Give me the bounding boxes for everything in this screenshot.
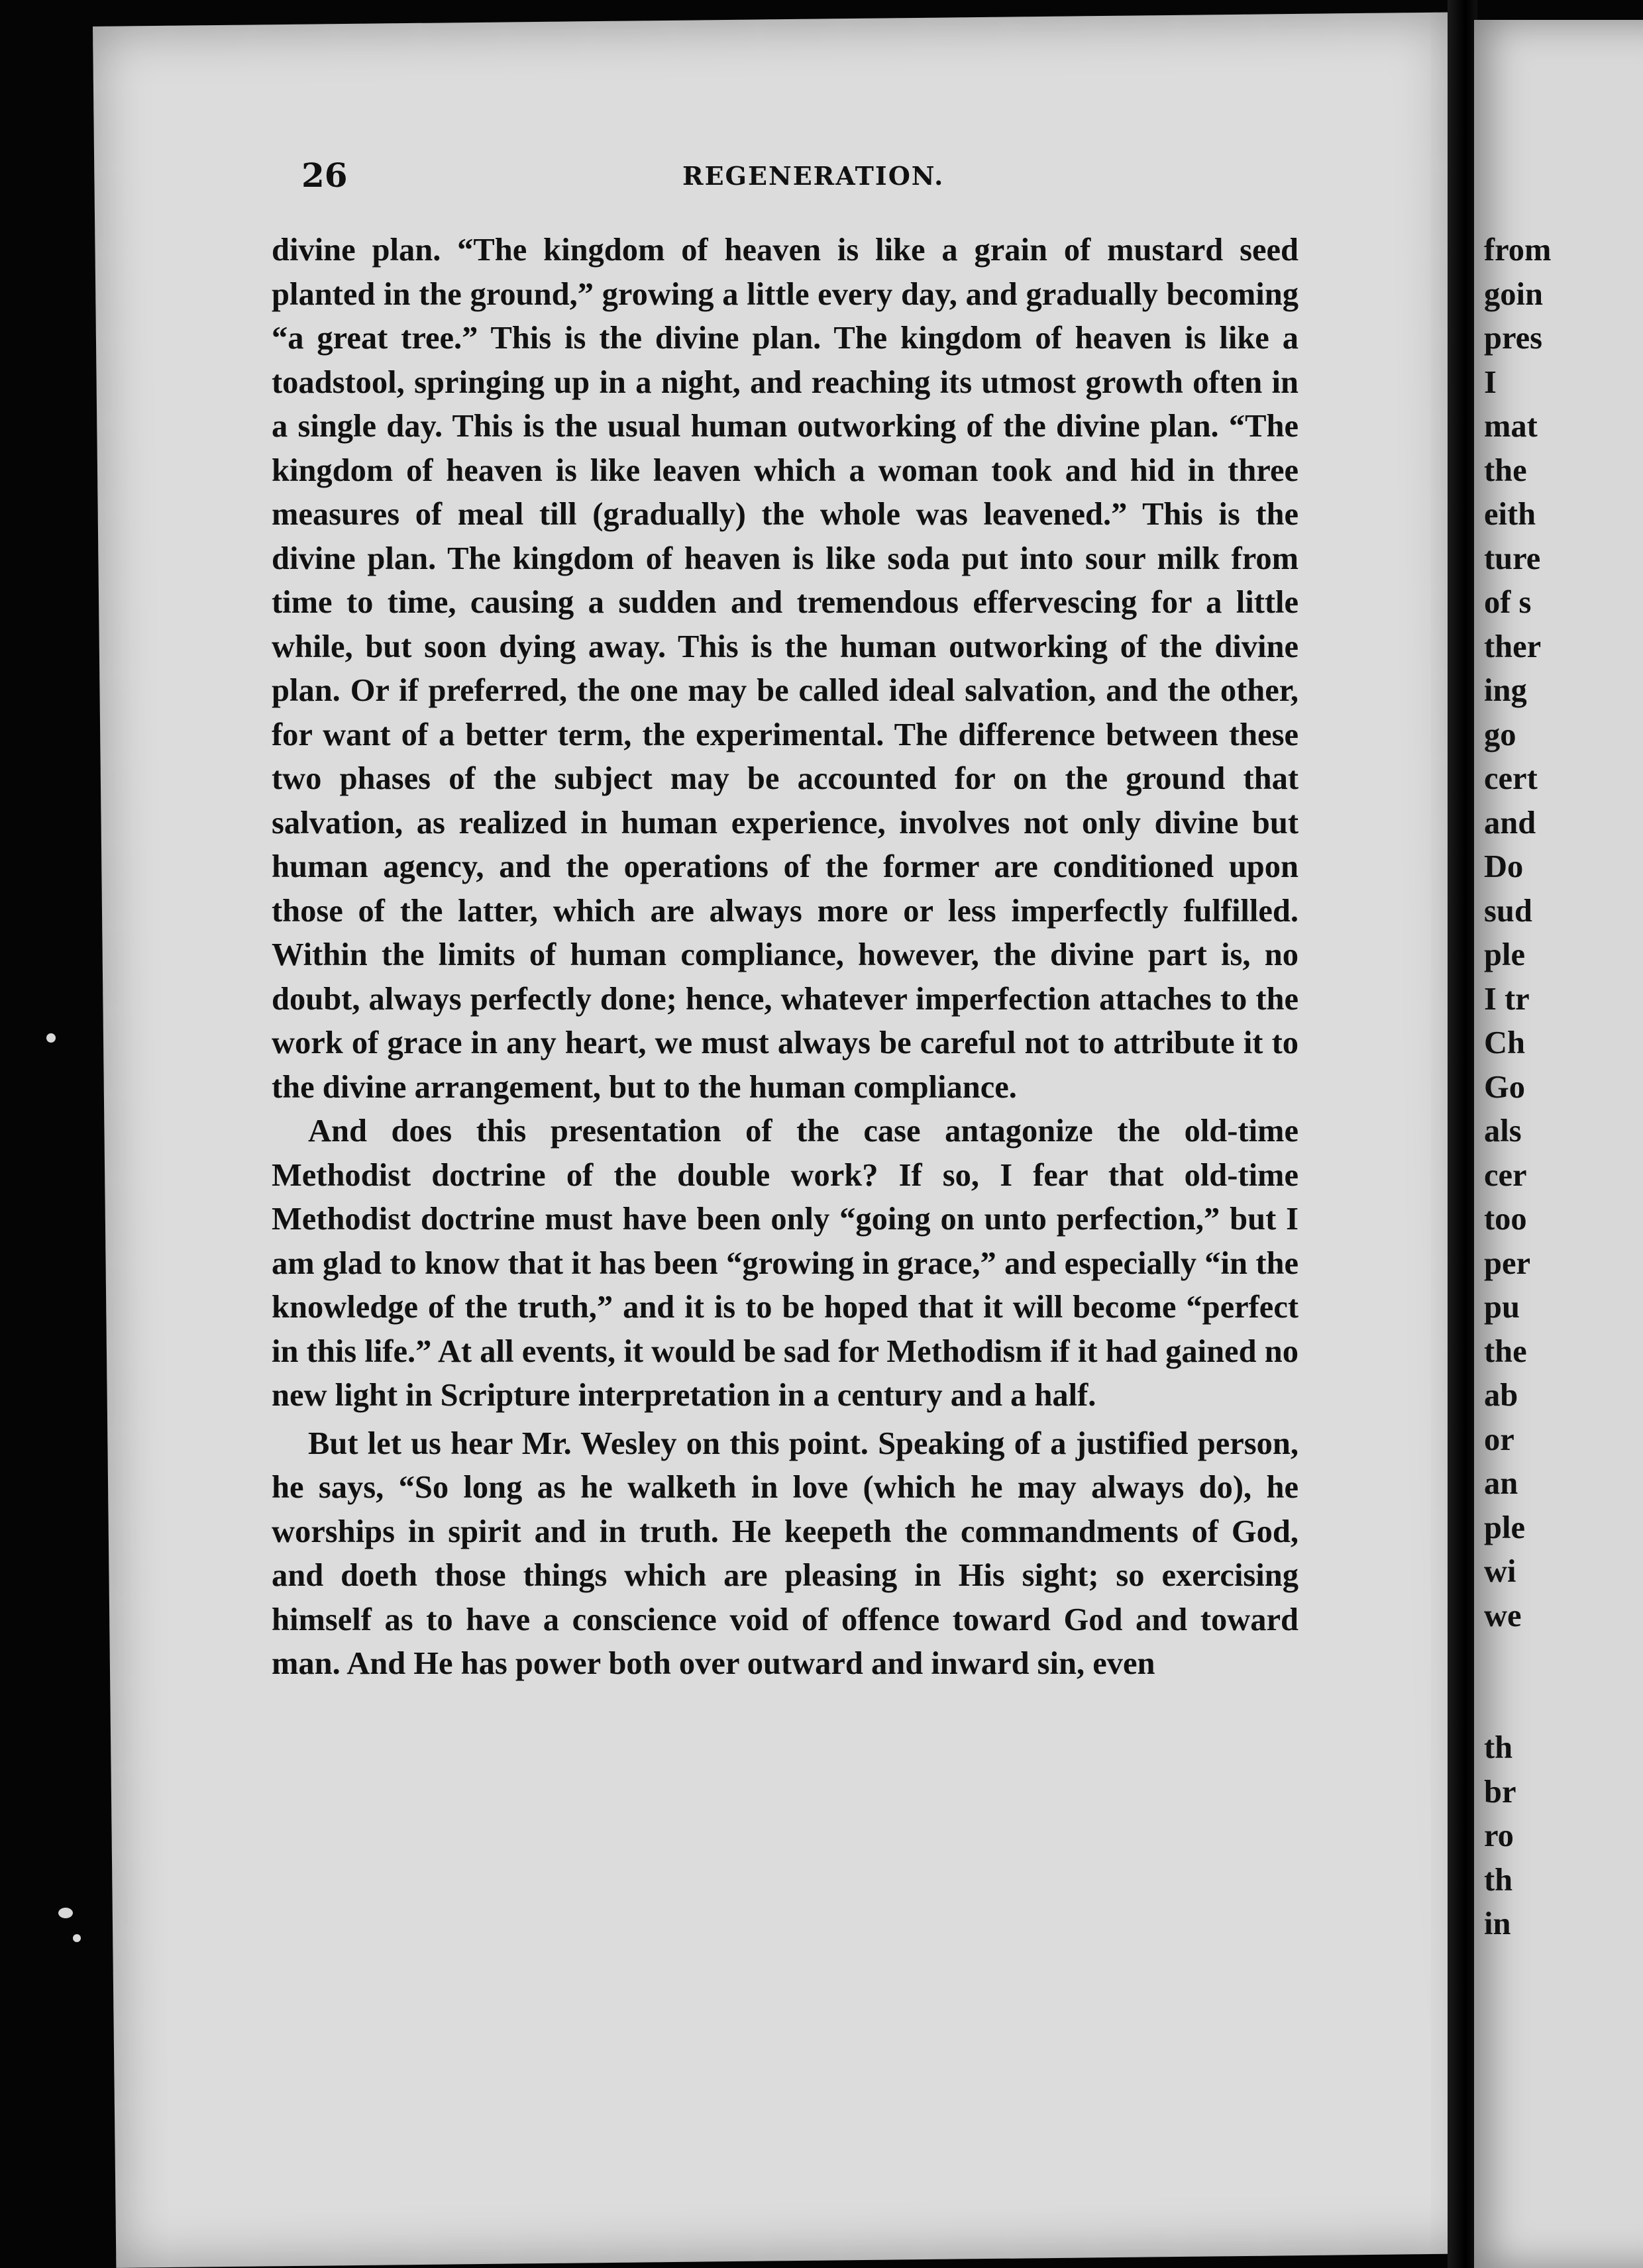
facing-page-line: per [1484,1245,1531,1281]
facing-page-line: cert [1484,761,1538,796]
facing-page-line [1484,1682,1643,1727]
facing-page-line: ro [1484,1818,1514,1853]
facing-page-line: in [1484,1906,1511,1941]
facing-page-line: I tr [1484,981,1530,1017]
facing-page-line: eith [1484,497,1536,532]
paragraph-3: But let us hear Mr. Wesley on this point. Speaking of a justified person, he says, “So long as he walketh in love (which he may always do), he worships in spirit and in truth. He keepeth the commandments of God, and doeth those things which are pleasing in His sight; so exercising himself as to have a conscience void of offence toward God and toward man. And He has power both over outward and inward sin, even [272,1425,1298,1681]
facing-page-line: or [1484,1421,1514,1457]
facing-page-line: pu [1484,1290,1520,1325]
facing-page-line: cer [1484,1157,1527,1193]
facing-page-line: we [1484,1598,1522,1633]
running-head [301,156,1295,202]
facing-page-line: the [1484,1333,1527,1369]
paragraph-1: divine plan. “The kingdom of heaven is like a grain of mustard seed planted in the ground,” growing a little every day, and gradually becoming “a great tree.” This is the divine plan. The kingdom of heaven is like a toadstool, springing up in a night, and reaching its utmost growth often in a single day. This is the usual human outworking of the divine plan. “The kingdom of heaven is like leaven which a woman took and hid in three measures of meal till (gradually) the whole was leavened.” This is the divine plan. The kingdom of heaven is like soda put into sour milk from time to time, causing a sudden and tremendous effervescing for a little while, but soon dying away. This is the human outworking of the divine plan. Or if preferred, the one may be called ideal salvation, and the other, for want of a better term, the experimental. The difference between these two phases of the subject may be accounted for on the ground that salvation, as realized in human experience, involves not only divine but human agency, and the operations of the former are conditioned upon those of the latter, which are always more or less imperfectly fulfilled. Within the limits of human compliance, however, the divine part is, no doubt, always perfectly done; hence, whatever imperfection attaches to the work of grace in any heart, we must always be careful not to attribute it to the divine arrangement, but to the human compliance. [272,232,1298,1105]
facing-page-line: als [1484,1113,1522,1149]
facing-page-line: Ch [1484,1025,1525,1060]
facing-page-line: and [1484,805,1536,841]
facing-page-line [1484,1638,1643,1682]
scan-speck [58,1908,73,1918]
running-title: REGENERATION. [682,161,945,191]
facing-page-line: br [1484,1774,1516,1810]
facing-page-line: ther [1484,629,1542,664]
facing-page-line: goin [1484,276,1543,312]
facing-page-line: the [1484,452,1527,488]
facing-page-line: mat [1484,409,1538,444]
facing-page-line: th [1484,1730,1513,1765]
paragraph-2: And does this presentation of the case antagonize the old-time Methodist doctrine of the double work? If so, I fear that old-time Methodist doctrine must have been only “going on unto perfection,” but I am glad to know that it has been “growing in grace,” and especially “in the knowledge of the truth,” and it is to be hoped that it will become “perfect in this life.” At all events, it would be sad for Methodism if it had gained no new light in Scripture interpretation in a century and a half. [272,1113,1298,1413]
facing-page-line: from [1484,232,1552,268]
page-number: 26 [301,156,348,195]
facing-page-line: ab [1484,1378,1518,1413]
facing-page-line: wi [1484,1554,1516,1589]
facing-page-line: go [1484,717,1516,752]
facing-page-line: ple [1484,1510,1525,1545]
facing-page-line: Do [1484,849,1524,884]
facing-page-line: ture [1484,541,1541,576]
facing-page-line: of s [1484,585,1532,620]
facing-page-line: ple [1484,937,1525,972]
scan-speck [46,1033,56,1043]
facing-page-line: sud [1484,893,1532,929]
facing-page-line: I [1484,364,1497,400]
facing-page-line: too [1484,1202,1527,1237]
scan-speck [73,1934,81,1942]
book-gutter [1448,0,1477,2268]
facing-page-line: ing [1484,673,1527,708]
facing-page-line: th [1484,1862,1513,1898]
facing-page-line: Go [1484,1069,1525,1105]
body-text [272,229,1298,1686]
facing-page-line: pres [1484,321,1543,356]
facing-page-line: an [1484,1466,1518,1501]
facing-page-text [1484,229,1643,1947]
